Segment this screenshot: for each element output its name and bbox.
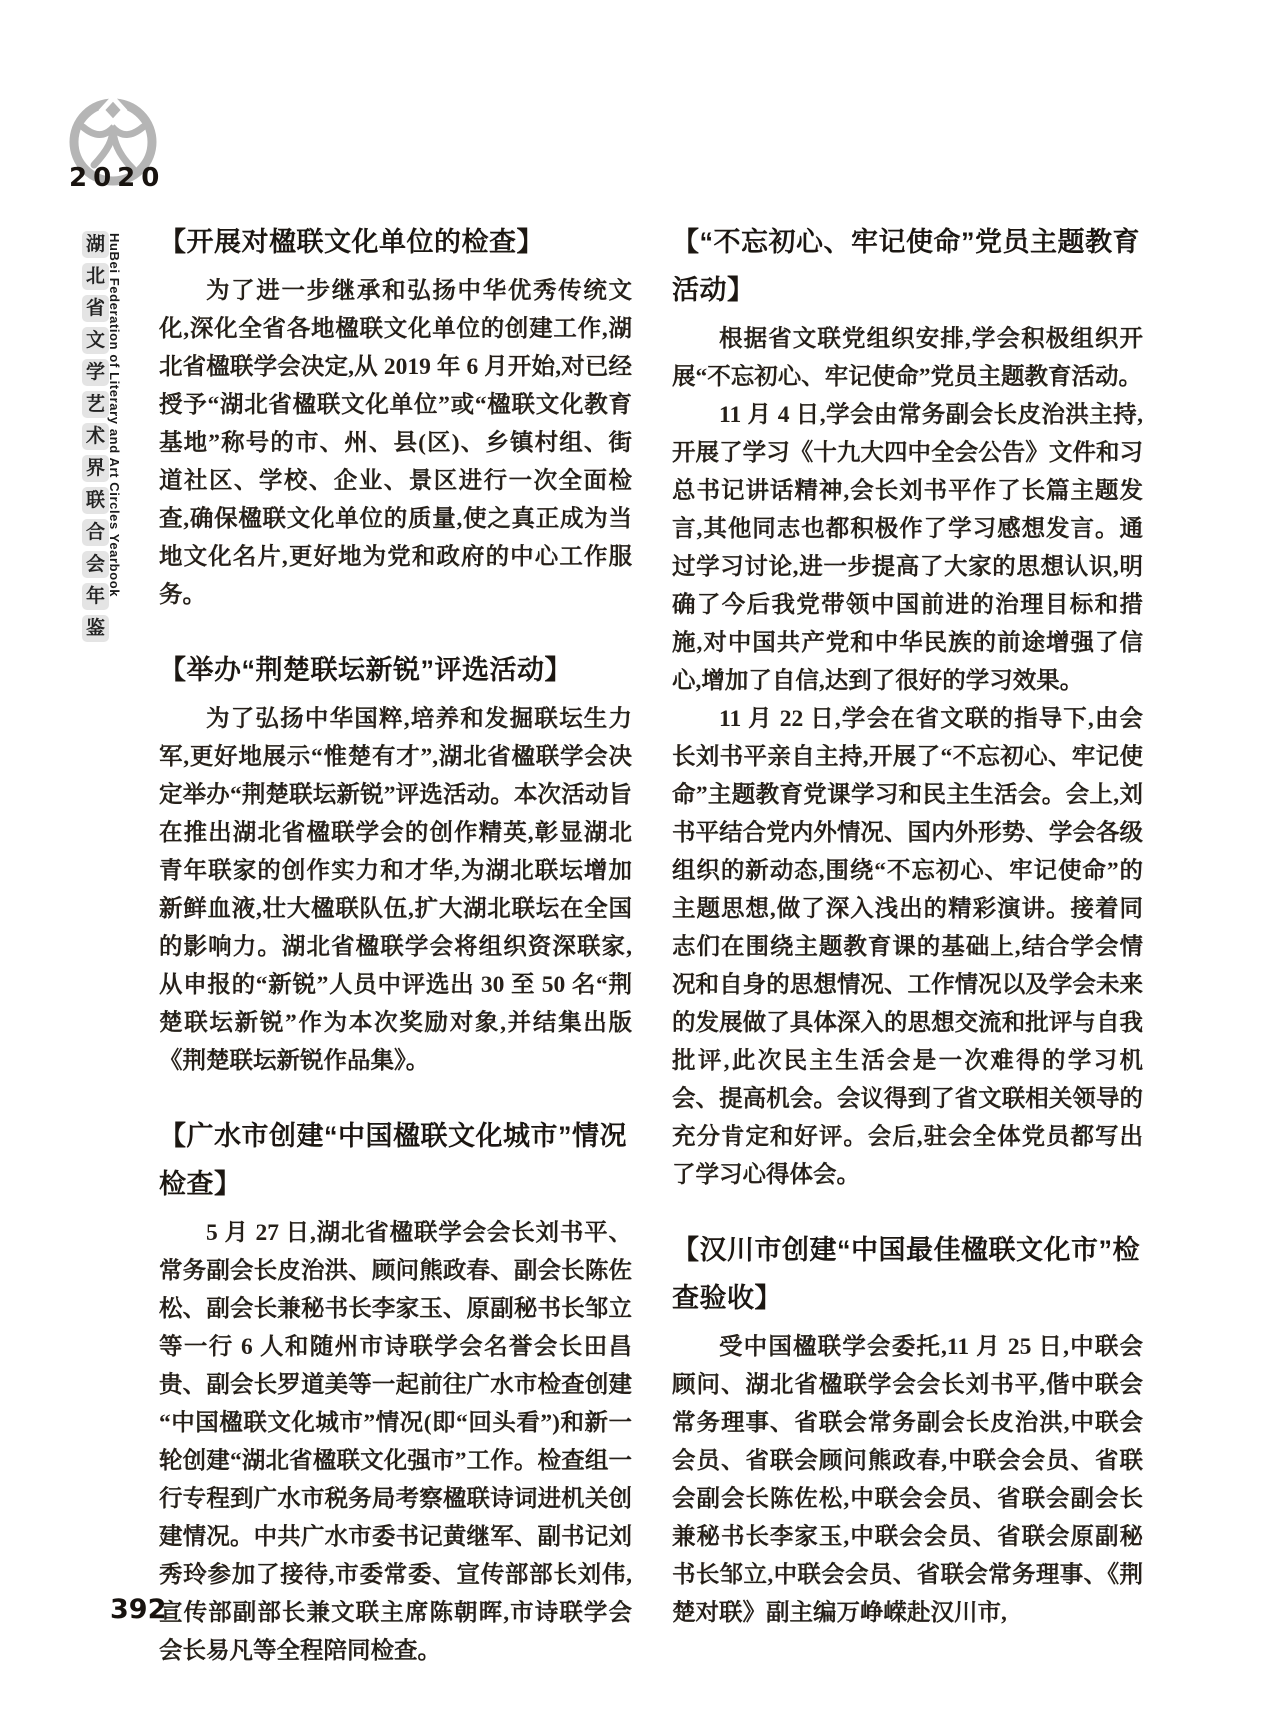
sidebar-title-char: 合 bbox=[82, 519, 109, 546]
sidebar-title-char: 术 bbox=[82, 423, 109, 450]
sidebar-title-char: 北 bbox=[82, 263, 109, 290]
sidebar-title-char: 文 bbox=[82, 327, 109, 354]
section-paragraph: 5 月 27 日,湖北省楹联学会会长刘书平、常务副会长皮治洪、顾问熊政春、副会长陈佐松、副会长兼秘书长李家玉、原副秘书长邹立等一行 6 人和随州市诗联学会名誉会长田昌贵、副会长罗道美等一起前往广水市检查创建“中国楹联文化城市”情况(即“回头看”)和新一轮创建“湖北省楹联文化强市”工作。检查组一行专程到广水市税务局考察楹联诗词进机关创建情况。中共广水市委书记黄继军、副书记刘秀玲参加了接待,市委常委、宣传部部长刘伟,宣传部副部长兼文联主席陈朝晖,市诗联学会会长易凡等全程陪同检查。 bbox=[159, 1220, 632, 1664]
section-title: 【“不忘初心、牢记使命”党员主题教育活动】 bbox=[672, 227, 1140, 305]
sidebar-title-char: 会 bbox=[82, 551, 109, 578]
sidebar-title-char: 艺 bbox=[82, 391, 109, 418]
section-paragraph: 11 月 4 日,学会由常务副会长皮治洪主持,开展了学习《十九大四中全会公告》文件和习总书记讲话精神,会长刘书平作了长篇主题发言,其他同志也都积极作了学习感想发言。通过学习讨论,进一步提高了大家的思想认识,明确了今后我党带领中国前进的治理目标和措施,对中国共产党和中华民族的前途增强了信心,增加了自信,达到了很好的学习效果。 bbox=[672, 402, 1143, 694]
section-paragraph: 根据省文联党组织安排,学会积极组织开展“不忘初心、牢记使命”党员主题教育活动。 bbox=[672, 326, 1143, 390]
section-paragraph: 受中国楹联学会委托,11 月 25 日,中联会顾问、湖北省楹联学会会长刘书平,偕中联会常务理事、省联会常务副会长皮治洪,中联会会员、省联会顾问熊政春,中联会会员、省联会副会长陈佐松,中联会会员、省联会副会长兼秘书长李家玉,中联会会员、省联会原副秘书长邹立,中联会会员、省联会常务理事、《荆楚对联》副主编万峥嵘赴汉川市, bbox=[672, 1334, 1143, 1626]
section-title: 【举办“荆楚联坛新锐”评选活动】 bbox=[159, 655, 572, 685]
sidebar-title-char: 湖 bbox=[82, 231, 109, 258]
sidebar-title-char: 联 bbox=[82, 487, 109, 514]
edition-year: 2020 bbox=[69, 163, 166, 193]
sidebar-title-char: 界 bbox=[82, 455, 109, 482]
left-column bbox=[159, 218, 632, 1670]
sidebar-subtitle-english: HuBei Federation of Literary and Art Circles Yearbook bbox=[107, 233, 122, 598]
section-title: 【广水市创建“中国楹联文化城市”情况检查】 bbox=[159, 1121, 627, 1199]
sidebar-title-vertical bbox=[82, 231, 109, 647]
sidebar-title-char: 学 bbox=[82, 359, 109, 386]
right-column bbox=[672, 218, 1143, 1632]
section-title: 【汉川市创建“中国最佳楹联文化市”检查验收】 bbox=[672, 1235, 1140, 1313]
sidebar-title-char: 年 bbox=[82, 583, 109, 610]
sidebar-title-char: 省 bbox=[82, 295, 109, 322]
page-number: 392 bbox=[110, 1594, 167, 1625]
section-title: 【开展对楹联文化单位的检查】 bbox=[159, 227, 544, 257]
section-paragraph: 为了弘扬中华国粹,培养和发掘联坛生力军,更好地展示“惟楚有才”,湖北省楹联学会决定举办“荆楚联坛新锐”评选活动。本次活动旨在推出湖北省楹联学会的创作精英,彰显湖北青年联家的创作实力和才华,为湖北联坛增加新鲜血液,壮大楹联队伍,扩大湖北联坛在全国的影响力。湖北省楹联学会将组织资深联家,从申报的“新锐”人员中评选出 30 至 50 名“荆楚联坛新锐”作为本次奖励对象,并结集出版《荆楚联坛新锐作品集》。 bbox=[159, 706, 632, 1074]
sidebar-title-char: 鉴 bbox=[82, 615, 109, 642]
section-paragraph: 为了进一步继承和弘扬中华优秀传统文化,深化全省各地楹联文化单位的创建工作,湖北省楹联学会决定,从 2019 年 6 月开始,对已经授予“湖北省楹联文化单位”或“楹联文化教育基地”称号的市、州、县(区)、乡镇村组、街道社区、学校、企业、景区进行一次全面检查,确保楹联文化单位的质量,使之真正成为当地文化名片,更好地为党和政府的中心工作服务。 bbox=[159, 278, 632, 608]
section-paragraph: 11 月 22 日,学会在省文联的指导下,由会长刘书平亲自主持,开展了“不忘初心、牢记使命”主题教育党课学习和民主生活会。会上,刘书平结合党内外情况、国内外形势、学会各级组织的新动态,围绕“不忘初心、牢记使命”的主题思想,做了深入浅出的精彩演讲。接着同志们在围绕主题教育课的基础上,结合学会情况和自身的思想情况、工作情况以及学会未来的发展做了具体深入的思想交流和批评与自我批评,此次民主生活会是一次难得的学习机会、提高机会。会议得到了省文联相关领导的充分肯定和好评。会后,驻会全体党员都写出了学习心得体会。 bbox=[672, 706, 1143, 1188]
